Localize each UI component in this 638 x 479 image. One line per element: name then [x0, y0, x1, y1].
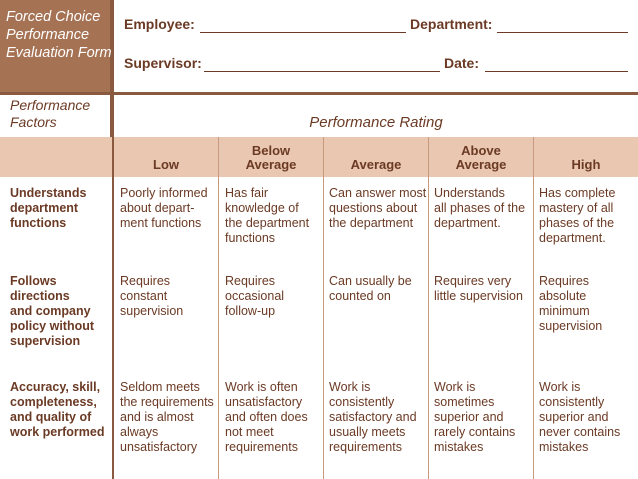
cell-line: and often does	[225, 410, 308, 424]
cell-line: sometimes	[434, 395, 495, 409]
cell-line: Seldom meets	[120, 380, 200, 394]
column-divider	[323, 137, 324, 479]
rating-cell	[434, 274, 532, 304]
rating-cell	[225, 380, 323, 455]
cell-line: phases of the	[539, 216, 615, 230]
rating-cell	[434, 186, 532, 231]
rating-column-low	[114, 137, 218, 177]
cell-line: usually meets	[329, 425, 406, 439]
cell-line: the department	[225, 216, 310, 230]
rating-cell	[539, 274, 637, 334]
cell-line: occasional	[225, 289, 285, 303]
cell-line: knowledge of	[225, 201, 299, 215]
cell-line: Requires	[225, 274, 276, 288]
cell-line: requirements	[329, 440, 402, 454]
cell-line: never contains	[539, 425, 621, 439]
cell-line: superior and	[434, 410, 504, 424]
factor-line: functions	[10, 216, 67, 230]
rating-column-label: Above Average	[455, 143, 507, 172]
rating-column-below-average	[219, 137, 323, 177]
factor-understands-department	[10, 186, 110, 231]
rating-column-label: Low	[153, 157, 179, 172]
rating-column-average	[324, 137, 428, 177]
cell-line: functions	[225, 231, 276, 245]
cell-line: rarely contains	[434, 425, 516, 439]
cell-line: unsatisfactory	[120, 440, 198, 454]
date-field[interactable]	[485, 71, 628, 72]
form-title-line: Performance	[6, 27, 90, 43]
supervisor-label: Supervisor:	[124, 55, 202, 71]
rating-cell	[120, 186, 218, 231]
factor-line: work performed	[10, 425, 105, 439]
rating-cell	[539, 186, 637, 246]
supervisor-field[interactable]	[204, 71, 440, 72]
rating-cell	[329, 380, 427, 455]
factor-line: and company	[10, 304, 91, 318]
performance-factors-line: Factors	[10, 114, 57, 130]
cell-line: about depart-	[120, 201, 195, 215]
cell-line: Work is	[434, 380, 476, 394]
form-title	[0, 0, 112, 92]
cell-line: supervision	[539, 319, 603, 333]
cell-line: counted on	[329, 289, 391, 303]
factor-line: Understands	[10, 186, 87, 200]
rating-cell	[539, 380, 637, 455]
factor-line: directions	[10, 289, 70, 303]
cell-line: department.	[539, 231, 606, 245]
cell-line: supervision	[120, 304, 184, 318]
cell-line: the requirements	[120, 395, 214, 409]
cell-line: mastery of all	[539, 201, 614, 215]
cell-line: not meet	[225, 425, 274, 439]
cell-line: consistently	[539, 395, 605, 409]
department-field[interactable]	[497, 32, 628, 33]
date-label: Date:	[444, 55, 480, 71]
department-label: Department:	[410, 16, 493, 32]
column-divider	[428, 137, 429, 479]
performance-factors-label	[0, 95, 112, 137]
factor-follows-directions	[10, 274, 110, 349]
cell-line: constant	[120, 289, 168, 303]
factor-line: Follows	[10, 274, 57, 288]
cell-line: the department	[329, 216, 414, 230]
cell-line: and is almost	[120, 410, 194, 424]
cell-line: Requires very	[434, 274, 512, 288]
cell-line: Work is	[329, 380, 371, 394]
cell-line: Requires	[539, 274, 590, 288]
factor-line: department	[10, 201, 79, 215]
cell-line: mistakes	[539, 440, 589, 454]
cell-line: Poorly informed	[120, 186, 208, 200]
form-title-line: Evaluation Form	[6, 45, 112, 61]
rating-cell	[120, 380, 218, 455]
cell-line: questions about	[329, 201, 418, 215]
factor-line: supervision	[10, 334, 81, 348]
cell-line: all phases of the	[434, 201, 526, 215]
cell-line: ment functions	[120, 216, 202, 230]
cell-line: superior and	[539, 410, 609, 424]
column-divider	[218, 137, 219, 479]
rating-column-label: Average	[350, 157, 402, 172]
cell-line: unsatisfactory	[225, 395, 303, 409]
cell-line: little supervision	[434, 289, 523, 303]
cell-line: absolute	[539, 289, 587, 303]
factor-line: completeness,	[10, 395, 97, 409]
rating-cell	[225, 186, 323, 246]
cell-line: satisfactory and	[329, 410, 417, 424]
performance-factors-line: Performance	[10, 97, 91, 113]
factor-line: policy without	[10, 319, 95, 333]
cell-line: Requires	[120, 274, 171, 288]
form-header	[0, 0, 638, 95]
column-divider	[533, 137, 534, 479]
form-title-line: Forced Choice	[6, 9, 101, 25]
cell-line: Can answer most	[329, 186, 427, 200]
cell-line: Can usually be	[329, 274, 412, 288]
rating-cell	[434, 380, 532, 455]
cell-line: Work is	[539, 380, 581, 394]
rating-cell	[225, 274, 323, 319]
employee-field[interactable]	[200, 32, 406, 33]
cell-line: Work is often	[225, 380, 298, 394]
cell-line: follow-up	[225, 304, 276, 318]
rating-column-label: High	[571, 157, 601, 172]
factor-line: Accuracy, skill,	[10, 380, 101, 394]
rating-cell	[329, 274, 427, 304]
cell-line: Has fair	[225, 186, 269, 200]
rating-column-above-average	[429, 137, 533, 177]
cell-line: requirements	[225, 440, 298, 454]
cell-line: Understands	[434, 186, 505, 200]
factor-line: and quality of	[10, 410, 92, 424]
cell-line: minimum	[539, 304, 590, 318]
rating-column-high	[534, 137, 638, 177]
column-divider	[112, 0, 114, 479]
rating-cell	[120, 274, 218, 319]
cell-line: always	[120, 425, 159, 439]
rating-column-label: Below Average	[245, 143, 297, 172]
factor-accuracy-skill	[10, 380, 110, 440]
cell-line: mistakes	[434, 440, 484, 454]
cell-line: department.	[434, 216, 501, 230]
cell-line: Has complete	[539, 186, 616, 200]
performance-rating-label: Performance Rating	[309, 114, 443, 131]
rating-cell	[329, 186, 427, 231]
employee-label: Employee:	[124, 16, 195, 32]
cell-line: consistently	[329, 395, 395, 409]
